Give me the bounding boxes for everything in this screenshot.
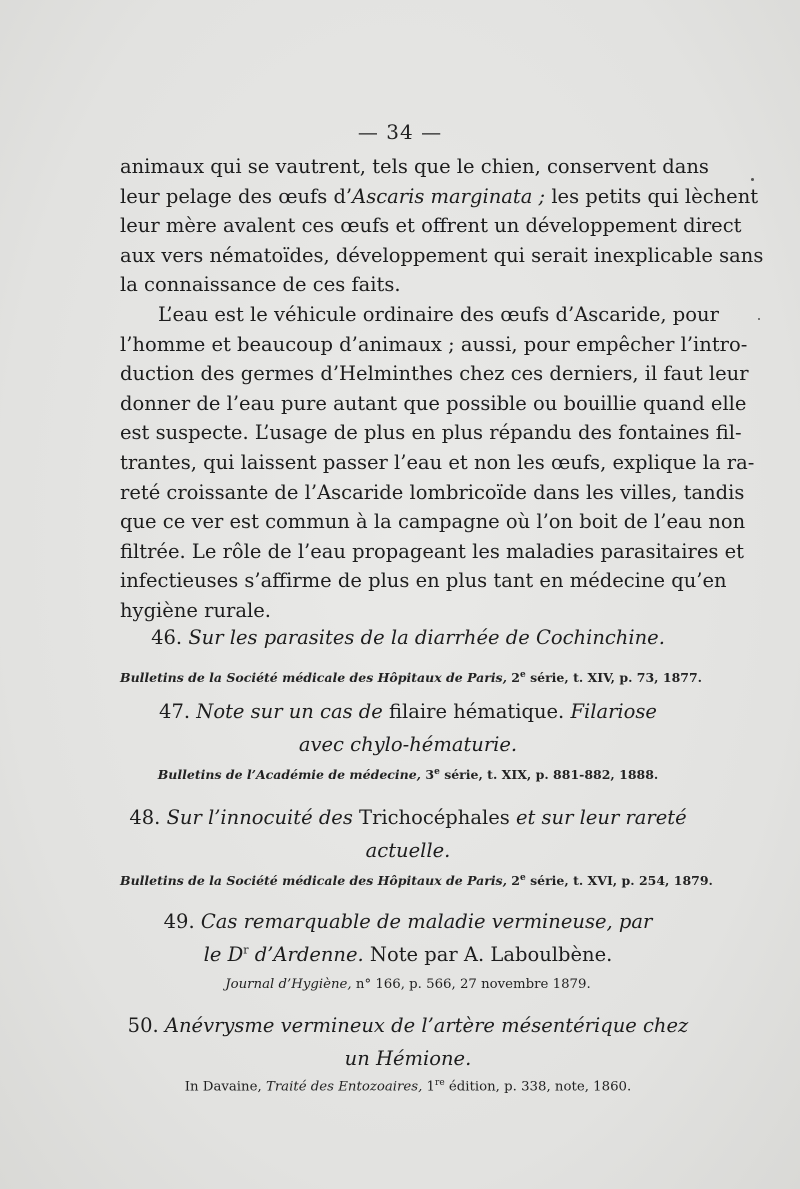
paragraph-2 <box>120 300 755 626</box>
reference-source-text: 2 <box>506 670 521 686</box>
reference-source-text: e <box>520 873 526 883</box>
reference-source-text: e <box>520 670 526 680</box>
reference-title-text: et sur leur rareté <box>515 806 687 829</box>
reference-source-text: Bulletins de l’Académie de médecine, <box>157 767 422 783</box>
page-number: — 34 — <box>357 120 443 144</box>
reference-title-text: Filariose <box>570 700 657 723</box>
reference-source-text: Bulletins de la Société médicale des Hôpitaux de Paris, <box>120 670 507 686</box>
text-line: leur mère avalent ces œufs et offrent un développement direct <box>120 214 742 238</box>
reference-source-text: In Davaine, <box>184 1079 266 1095</box>
paper-speck <box>751 178 754 181</box>
reference-title-line <box>120 626 696 649</box>
reference-source-text: édition, p. 338, note, 1860. <box>444 1079 632 1095</box>
reference-title-line <box>120 733 696 756</box>
reference-source-text: 1 <box>422 1079 436 1095</box>
reference-title-line <box>120 943 696 966</box>
reference-source-text: série, t. XIV, p. 73, 1877. <box>525 670 703 686</box>
reference-title-line <box>120 910 696 933</box>
text-line: animaux qui se vautrent, tels que le chien, conservent dans <box>120 155 709 178</box>
text-line: reté croissante de l’Ascaride lombricoïde dans les villes, tandis <box>120 480 745 504</box>
paragraph-1 <box>120 152 764 300</box>
text-line: L’eau est le véhicule ordinaire des œufs d’Ascaride, pour <box>158 302 719 326</box>
reference-title-text: d’Ardenne. <box>248 943 364 966</box>
body-text <box>120 152 764 626</box>
reference-source <box>120 1078 696 1094</box>
reference-title-line <box>120 1047 696 1070</box>
reference-source <box>120 670 703 686</box>
text-line: leur pelage des œufs d’Ascaris marginata ; les petits qui lèchent <box>120 184 759 208</box>
text-line: duction des germes d’Helminthes chez ces derniers, il faut leur <box>120 362 749 386</box>
reference-title-text: Note par A. Laboulbène. <box>363 943 613 966</box>
reference-source-text: Traité des Entozoaires, <box>265 1079 423 1095</box>
reference-source-text: Bulletins de la Société médicale des Hôpitaux de Paris, <box>120 873 507 889</box>
text-line: hygiène rurale. <box>120 598 271 622</box>
reference-number: 50. <box>127 1014 165 1037</box>
reference-title-text: le D <box>203 943 244 966</box>
reference-title-text: r <box>243 943 249 957</box>
reference-title-text: Anévrysme vermineux de l’artère mésentérique chez <box>164 1014 689 1037</box>
reference-title-text: Trichocéphales <box>352 806 516 829</box>
text-line: que ce ver est commun à la campagne où l’on boit de l’eau non <box>120 510 746 534</box>
reference-title-line <box>120 1014 696 1037</box>
reference-source-text: Journal d’Hygiène, <box>225 977 352 992</box>
reference-title-line <box>120 700 696 723</box>
reference-source-text: 2 <box>506 873 521 889</box>
reference-number: 46. <box>151 626 189 649</box>
text-line: infectieuses s’affirme de plus en plus tant en médecine qu’en <box>120 569 727 593</box>
reference-source-text: e <box>434 767 440 777</box>
reference-title-line <box>120 806 696 829</box>
reference-source <box>120 873 713 889</box>
paper-speck <box>758 318 760 320</box>
reference-number: 49. <box>163 910 201 933</box>
reference-title-text: avec chylo-hématurie. <box>298 733 518 756</box>
reference-title-text: Cas remarquable de maladie vermineuse, par <box>200 910 653 933</box>
reference-title-text: un Hémione. <box>344 1047 472 1070</box>
reference-source-text: 3 <box>421 767 435 783</box>
reference-source-text: série, t. XIX, p. 881-882, 1888. <box>439 767 659 783</box>
text-line: l’homme et beaucoup d’animaux ; aussi, pour empêcher l’intro- <box>120 332 748 356</box>
reference-number: 47. <box>159 700 197 723</box>
text-line: aux vers nématoïdes, développement qui serait inexplicable sans <box>120 243 764 267</box>
reference-title-text: Sur les parasites de la diarrhée de Cochinchine. <box>188 626 665 649</box>
text-line: trantes, qui laissent passer l’eau et non les œufs, explique la ra- <box>120 450 755 474</box>
reference-source <box>120 767 696 782</box>
text-line: donner de l’eau pure autant que possible ou bouillie quand elle <box>120 391 747 415</box>
reference-title-text: filaire hématique. <box>382 700 571 723</box>
reference-number: 48. <box>129 806 167 829</box>
reference-source-text: re <box>435 1078 445 1088</box>
reference-title-text: Note sur un cas de <box>196 700 383 723</box>
reference-source-text: n° 166, p. 566, 27 novembre 1879. <box>351 977 591 992</box>
text-line: la connaissance de ces faits. <box>120 273 401 297</box>
reference-source <box>120 977 696 992</box>
reference-title-text: actuelle. <box>365 839 451 862</box>
reference-title-text: Sur l’innocuité des <box>166 806 353 829</box>
text-line: filtrée. Le rôle de l’eau propageant les maladies parasitaires et <box>120 539 744 563</box>
reference-title-line <box>120 839 696 862</box>
reference-source-text: série, t. XVI, p. 254, 1879. <box>525 873 713 889</box>
text-line: est suspecte. L’usage de plus en plus répandu des fontaines fil- <box>120 421 742 445</box>
